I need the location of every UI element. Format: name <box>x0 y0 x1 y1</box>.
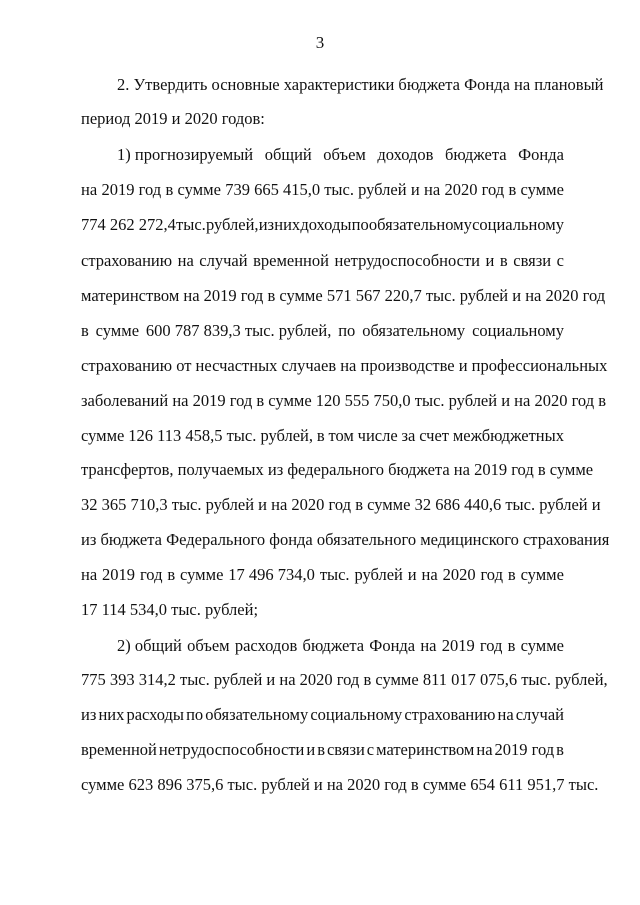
text-line <box>81 320 564 342</box>
text-segment: год <box>480 565 503 584</box>
text-segment: 17 114 534,0 тыс. рублей; <box>81 600 259 619</box>
text-segment: 2019 <box>441 636 475 655</box>
text-line <box>81 774 598 796</box>
text-segment: 2020 <box>442 565 476 584</box>
text-segment: рублей <box>354 565 403 584</box>
text-segment: на <box>81 565 98 584</box>
text-segment: сумме <box>520 636 564 655</box>
text-segment: обязательному <box>368 215 472 234</box>
text-segment: 774 262 272,4 <box>81 215 176 234</box>
text-segment: год <box>479 636 503 655</box>
text-segment: по <box>351 215 369 234</box>
text-segment: случай <box>515 705 564 724</box>
text-segment: в <box>508 180 517 199</box>
text-segment: бюджета <box>302 636 365 655</box>
text-line <box>117 635 564 657</box>
text-segment: сумме <box>520 565 564 584</box>
text-line <box>117 144 564 166</box>
text-segment: межбюджетных <box>452 426 564 445</box>
text-segment: в <box>499 251 508 270</box>
text-line <box>81 214 564 236</box>
text-line <box>81 669 608 691</box>
text-segment: связи <box>513 251 552 270</box>
text-segment: страхованию <box>81 251 173 270</box>
text-segment: 2020 год <box>444 180 505 199</box>
text-segment: 2) общий <box>117 636 182 655</box>
text-line <box>81 529 609 551</box>
text-segment: в <box>556 740 564 759</box>
text-segment: из <box>81 705 97 724</box>
page-number: 3 <box>315 33 325 52</box>
text-segment: страхованию <box>404 705 496 724</box>
text-segment: сумме <box>180 565 224 584</box>
text-line <box>81 739 564 761</box>
text-segment: в <box>507 636 516 655</box>
text-segment: за <box>401 426 416 445</box>
text-segment: сумме <box>520 180 564 199</box>
text-segment: бюджета <box>445 145 507 164</box>
text-segment: из <box>258 215 275 234</box>
text-line <box>81 459 593 481</box>
text-segment: 2. Утвердить основные характеристики бюджета Фонда на плановый <box>117 75 604 94</box>
text-segment: год <box>139 565 163 584</box>
text-line <box>117 74 603 96</box>
text-segment: них <box>98 705 125 724</box>
text-segment: на <box>420 636 437 655</box>
text-segment: в <box>507 565 516 584</box>
text-segment: и <box>485 251 495 270</box>
text-segment: социальному <box>472 321 564 340</box>
text-line <box>81 108 265 130</box>
text-segment: связи <box>326 740 365 759</box>
text-segment: в <box>317 740 325 759</box>
text-segment: 126 113 458,5 тыс. рублей, <box>128 426 314 445</box>
text-segment: расходов <box>234 636 298 655</box>
text-segment: на <box>81 180 98 199</box>
text-segment: доходы <box>300 215 352 234</box>
text-segment: расходы <box>126 705 184 724</box>
text-segment: временной <box>81 740 157 759</box>
text-line <box>81 425 564 447</box>
text-segment: трансфертов, получаемых из федерального бюджета на 2019 год в сумме <box>81 460 594 479</box>
text-segment: 775 393 314,2 тыс. рублей и на 2020 год в сумме 811 017 075,6 тыс. рублей, <box>81 670 608 689</box>
text-segment: счет <box>419 426 450 445</box>
text-segment: период 2019 и 2020 годов: <box>81 109 265 128</box>
text-segment: в <box>165 180 174 199</box>
text-line <box>81 390 606 412</box>
text-segment: заболеваний на 2019 год в сумме 120 555 750,0 тыс. рублей и на 2020 год в <box>81 391 607 410</box>
text-line <box>81 494 601 516</box>
text-segment: материнством на 2019 год в сумме 571 567 220,7 тыс. рублей и на 2020 год <box>81 286 606 305</box>
text-segment: материнством <box>376 740 475 759</box>
text-line <box>81 564 564 586</box>
text-segment: том <box>328 426 354 445</box>
text-segment: Фонда <box>369 636 416 655</box>
text-segment: сумме 623 896 375,6 тыс. рублей и на 2020 год в сумме 654 611 951,7 тыс. <box>81 775 599 794</box>
text-segment: в <box>167 565 176 584</box>
text-line <box>81 355 607 377</box>
text-line <box>81 599 258 621</box>
text-segment: и <box>407 565 417 584</box>
text-segment: с <box>556 251 564 270</box>
text-segment: 600 787 839,3 тыс. рублей, <box>145 321 332 340</box>
text-segment: числе <box>357 426 398 445</box>
text-segment: обязательному <box>362 321 466 340</box>
text-segment: 2019 год <box>494 740 555 759</box>
text-segment: 2019 <box>102 565 136 584</box>
text-segment: на <box>424 180 441 199</box>
text-segment: в <box>81 321 89 340</box>
text-segment: объем <box>187 636 230 655</box>
text-segment: сумме <box>95 321 140 340</box>
text-segment: на <box>476 740 493 759</box>
text-segment: тыс. <box>319 565 350 584</box>
text-segment: рублей, <box>205 215 259 234</box>
text-segment: и <box>410 180 420 199</box>
text-segment: с <box>366 740 375 759</box>
text-segment: 1) прогнозируемый <box>117 145 254 164</box>
text-segment: 739 665 415,0 тыс. рублей <box>225 180 407 199</box>
text-segment: на <box>497 705 514 724</box>
text-segment: по <box>186 705 204 724</box>
text-segment: 17 496 734,0 <box>228 565 315 584</box>
text-line <box>81 704 564 726</box>
text-segment: социальному <box>472 215 564 234</box>
text-segment: объем <box>323 145 366 164</box>
text-segment: обязательному <box>205 705 309 724</box>
text-segment: тыс. <box>176 215 206 234</box>
text-segment: в <box>316 426 325 445</box>
text-segment: страхованию от несчастных случаев на производстве и профессиональных <box>81 356 608 375</box>
text-segment: общий <box>264 145 312 164</box>
text-line <box>81 179 564 201</box>
text-segment: 32 365 710,3 тыс. рублей и на 2020 год в сумме 32 686 440,6 тыс. рублей и <box>81 495 601 514</box>
text-line <box>81 250 564 272</box>
text-segment: по <box>338 321 356 340</box>
text-segment: сумме <box>81 426 125 445</box>
text-segment: нетрудоспособности <box>158 740 305 759</box>
text-segment: социальному <box>310 705 403 724</box>
text-segment: случай <box>199 251 248 270</box>
text-segment: и <box>306 740 316 759</box>
text-segment: на <box>421 565 438 584</box>
text-segment: 2019 год <box>101 180 162 199</box>
text-segment: временной <box>253 251 329 270</box>
text-segment: из бюджета Федерального фонда обязательного медицинского страхования <box>81 530 610 549</box>
text-segment: нетрудоспособности <box>334 251 481 270</box>
text-segment: них <box>274 215 301 234</box>
text-segment: доходов <box>377 145 434 164</box>
text-segment: на <box>177 251 194 270</box>
text-segment: Фонда <box>518 145 564 164</box>
text-segment: сумме <box>177 180 221 199</box>
text-line <box>81 285 605 307</box>
